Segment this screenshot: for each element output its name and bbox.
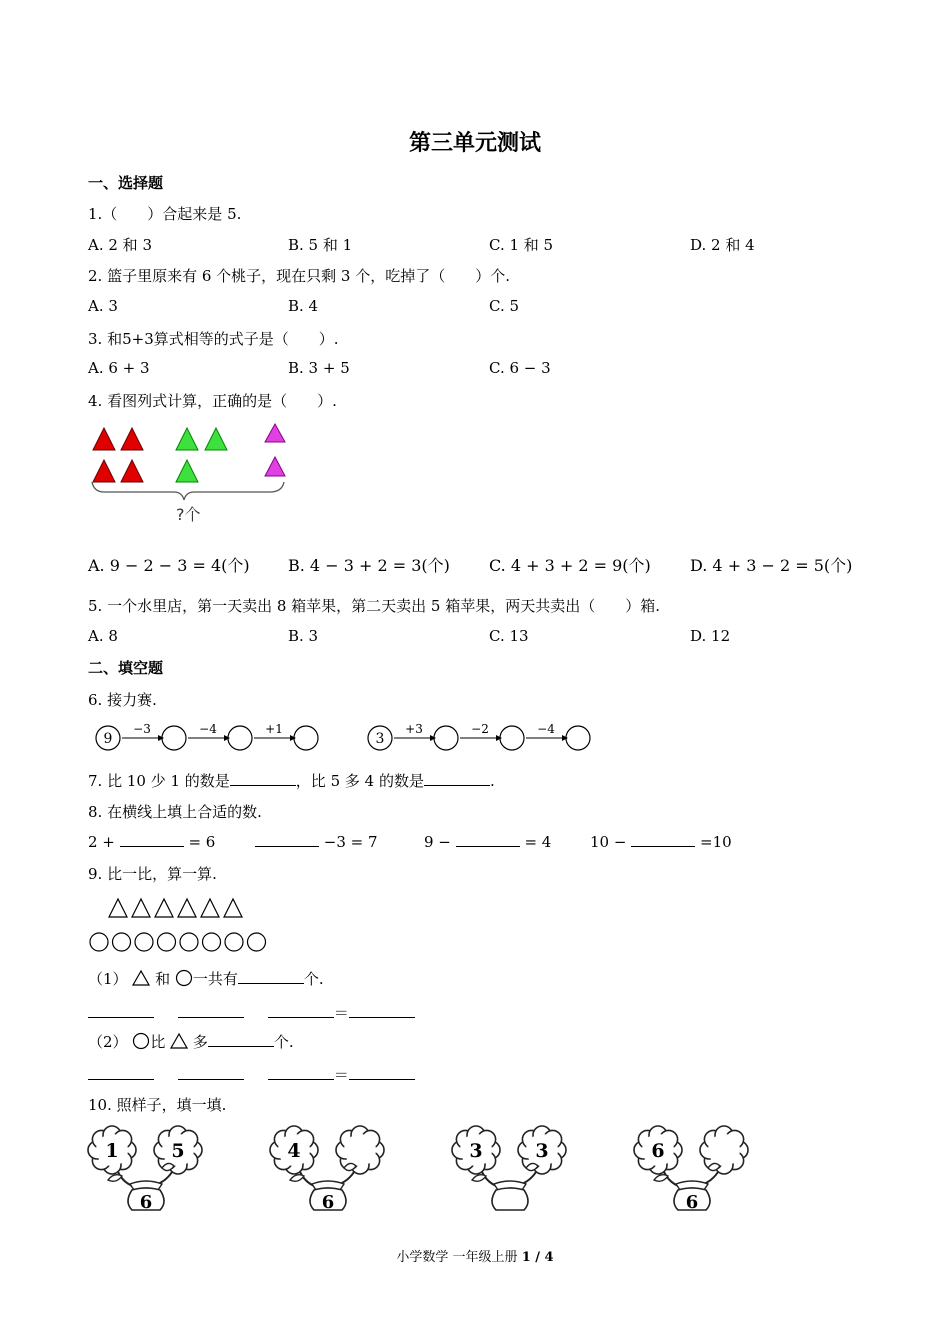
question-7: 7. 比 10 少 1 的数是 ，比 5 多 4 的数是 . — [88, 772, 495, 790]
figure-label: ?个 — [176, 505, 201, 524]
left-number: 1 — [105, 1140, 119, 1162]
circle-shape — [180, 933, 198, 951]
circle-icon — [132, 1032, 150, 1050]
circle-shape — [90, 933, 108, 951]
chain2-blank-1 — [434, 726, 458, 750]
chain1-op-1: −3 — [133, 722, 151, 736]
number-plant-1 — [88, 1120, 218, 1215]
relay-chain-2 — [364, 718, 594, 758]
pot-number: 6 — [139, 1192, 153, 1213]
triangle-icon — [170, 1033, 188, 1049]
triangle-row — [108, 896, 248, 920]
chain2-blank-2 — [500, 726, 524, 750]
green-triangles — [176, 428, 227, 482]
q8-eq-2: −3 = 7 — [255, 832, 378, 851]
question-8-stem: 8. 在横线上填上合适的数. — [88, 803, 262, 821]
chain1-op-3: +1 — [265, 722, 283, 736]
chain2-op-1: +3 — [405, 722, 423, 736]
q2-option-a: A. 3 — [88, 297, 118, 315]
circle-shape — [135, 933, 153, 951]
q4-option-c: C. 4 + 3 + 2 = 9(个) — [489, 556, 651, 575]
chain1-op-2: −4 — [199, 722, 217, 736]
page-footer: 小学数学 一年级上册 1 / 4 — [396, 1250, 554, 1265]
q8-blank-1[interactable] — [120, 832, 184, 847]
q9-blank-2[interactable] — [208, 1032, 274, 1047]
q8-blank-3[interactable] — [456, 832, 520, 847]
q4-option-d: D. 4 + 3 − 2 = 5(个) — [690, 556, 853, 575]
q2-option-b: B. 4 — [288, 297, 319, 315]
q8-blank-2[interactable] — [255, 832, 319, 847]
circle-shape — [113, 933, 131, 951]
chain2-op-3: −4 — [537, 722, 555, 736]
circle-shape — [158, 933, 176, 951]
triangle-figure — [88, 420, 298, 530]
left-number: 4 — [287, 1140, 301, 1162]
q7-part2: ，比 5 多 4 的数是 — [295, 772, 424, 790]
question-1-stem: 1.（ ）合起来是 5. — [88, 205, 242, 223]
circle-shape — [248, 933, 266, 951]
q1-option-b: B. 5 和 1 — [288, 236, 353, 254]
q5-option-c: C. 13 — [489, 627, 529, 645]
q9-part-2: （2） 比 多 个. — [88, 1033, 294, 1051]
right-number: 3 — [535, 1140, 549, 1162]
q4-option-b: B. 4 − 3 + 2 = 3(个) — [288, 556, 450, 575]
number-plant-2 — [270, 1120, 400, 1215]
q9-blank-1[interactable] — [238, 969, 304, 984]
circle-shape — [203, 933, 221, 951]
triangle-shape — [201, 899, 219, 917]
left-number: 6 — [651, 1140, 665, 1162]
q9-equation-row-2: ＝ — [88, 1064, 415, 1085]
chain2-op-2: −2 — [471, 722, 489, 736]
question-5-stem: 5. 一个水里店，第一天卖出 8 箱苹果，第二天卖出 5 箱苹果，两天共卖出（ ）箱. — [88, 597, 661, 615]
q1-option-d: D. 2 和 4 — [690, 236, 755, 254]
chain1-start: 9 — [103, 731, 113, 747]
q5-option-b: B. 3 — [288, 627, 319, 645]
page-title: 第三单元测试 — [408, 131, 541, 156]
triangle-shape — [132, 899, 150, 917]
pot-number: 6 — [685, 1192, 699, 1213]
chain1-blank-2 — [228, 726, 252, 750]
circle-shape — [225, 933, 243, 951]
q3-option-a: A. 6 + 3 — [88, 359, 150, 377]
relay-chain-1 — [92, 718, 322, 758]
question-2-stem: 2. 篮子里原来有 6 个桃子，现在只剩 3 个，吃掉了（ ）个. — [88, 267, 511, 285]
q9-equation-row-1: ＝ — [88, 1002, 415, 1023]
q4-option-a: A. 9 − 2 − 3 = 4(个) — [88, 556, 250, 575]
page-number: 1 / 4 — [521, 1250, 554, 1265]
q5-option-d: D. 12 — [690, 627, 731, 645]
purple-triangles — [265, 424, 285, 476]
q5-option-a: A. 8 — [88, 627, 118, 645]
triangle-shape — [109, 899, 127, 917]
q7-part1: 7. 比 10 少 1 的数是 — [88, 772, 230, 790]
q1-option-c: C. 1 和 5 — [489, 236, 554, 254]
number-plant-3 — [452, 1120, 582, 1215]
q7-blank-2[interactable] — [424, 771, 490, 786]
section-heading-choice: 一、选择题 — [88, 174, 164, 192]
chain2-blank-3 — [566, 726, 590, 750]
left-number: 3 — [469, 1140, 483, 1162]
q7-blank-1[interactable] — [230, 771, 296, 786]
pot-number: 6 — [321, 1192, 335, 1213]
circle-icon — [175, 969, 193, 987]
chain1-blank-3 — [294, 726, 318, 750]
triangle-shape — [178, 899, 196, 917]
brace — [92, 482, 284, 500]
q8-eq-1: 2 + = 6 — [88, 833, 216, 851]
chain2-start: 3 — [375, 731, 385, 747]
red-triangles — [93, 428, 143, 482]
question-10-stem: 10. 照样子，填一填. — [88, 1096, 227, 1114]
q2-option-c: C. 5 — [489, 297, 520, 315]
question-6-stem: 6. 接力赛. — [88, 691, 157, 709]
question-9-stem: 9. 比一比，算一算. — [88, 865, 217, 883]
triangle-shape — [224, 899, 242, 917]
q8-eq-4: 10 − =10 — [590, 833, 732, 851]
circle-row — [88, 930, 278, 954]
question-3-stem: 3. 和5+3算式相等的式子是（ ）. — [88, 330, 339, 348]
q3-option-c: C. 6 − 3 — [489, 359, 551, 377]
chain1-blank-1 — [162, 726, 186, 750]
triangle-icon — [132, 970, 150, 986]
right-number: 5 — [171, 1140, 185, 1162]
q3-option-b: B. 3 + 5 — [288, 359, 350, 377]
q1-option-a: A. 2 和 3 — [88, 236, 152, 254]
q9-part-1: （1） 和 一共有 个. — [88, 970, 324, 988]
q8-eq-3: 9 − = 4 — [424, 833, 552, 851]
section-heading-fill: 二、填空题 — [88, 659, 164, 677]
question-4-stem: 4. 看图列式计算，正确的是（ ）. — [88, 392, 337, 410]
q8-blank-4[interactable] — [631, 832, 695, 847]
triangle-shape — [155, 899, 173, 917]
number-plant-4 — [634, 1120, 764, 1215]
